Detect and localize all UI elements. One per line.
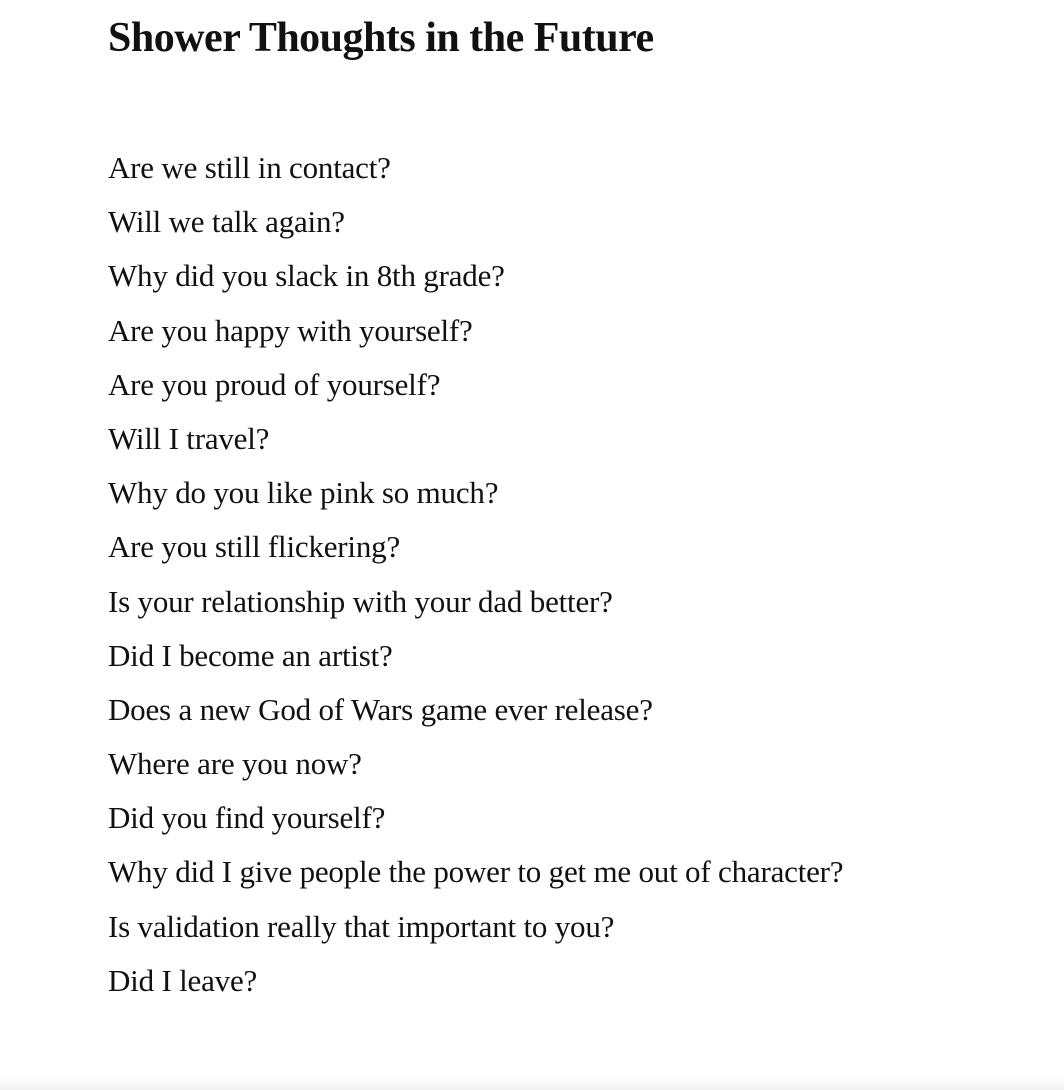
poem-line: Did you find yourself? xyxy=(108,800,386,836)
bottom-edge-shade xyxy=(0,1076,1064,1090)
poem-title: Shower Thoughts in the Future xyxy=(108,15,654,61)
poem-line: Did I leave? xyxy=(108,962,258,998)
poem-line: Did I become an artist? xyxy=(108,637,393,673)
poem-line: Will we talk again? xyxy=(108,204,345,240)
poem-line: Is your relationship with your dad better? xyxy=(108,583,613,619)
poem-line: Are you happy with yourself? xyxy=(108,312,473,348)
poem-body xyxy=(108,141,843,1008)
poem-line: Where are you now? xyxy=(108,746,362,782)
poem-line: Does a new God of Wars game ever release? xyxy=(108,691,653,727)
poem-line: Are you proud of yourself? xyxy=(108,366,441,402)
poem-line: Will I travel? xyxy=(108,420,270,456)
poem-line: Are we still in contact? xyxy=(108,150,391,185)
poem-line: Why do you like pink so much? xyxy=(108,475,499,511)
poem-line: Is validation really that important to you? xyxy=(108,908,615,944)
poem-line: Are you still flickering? xyxy=(108,529,400,565)
poem-line: Why did you slack in 8th grade? xyxy=(108,258,505,294)
poem-line: Why did I give people the power to get me out of character? xyxy=(108,854,844,890)
